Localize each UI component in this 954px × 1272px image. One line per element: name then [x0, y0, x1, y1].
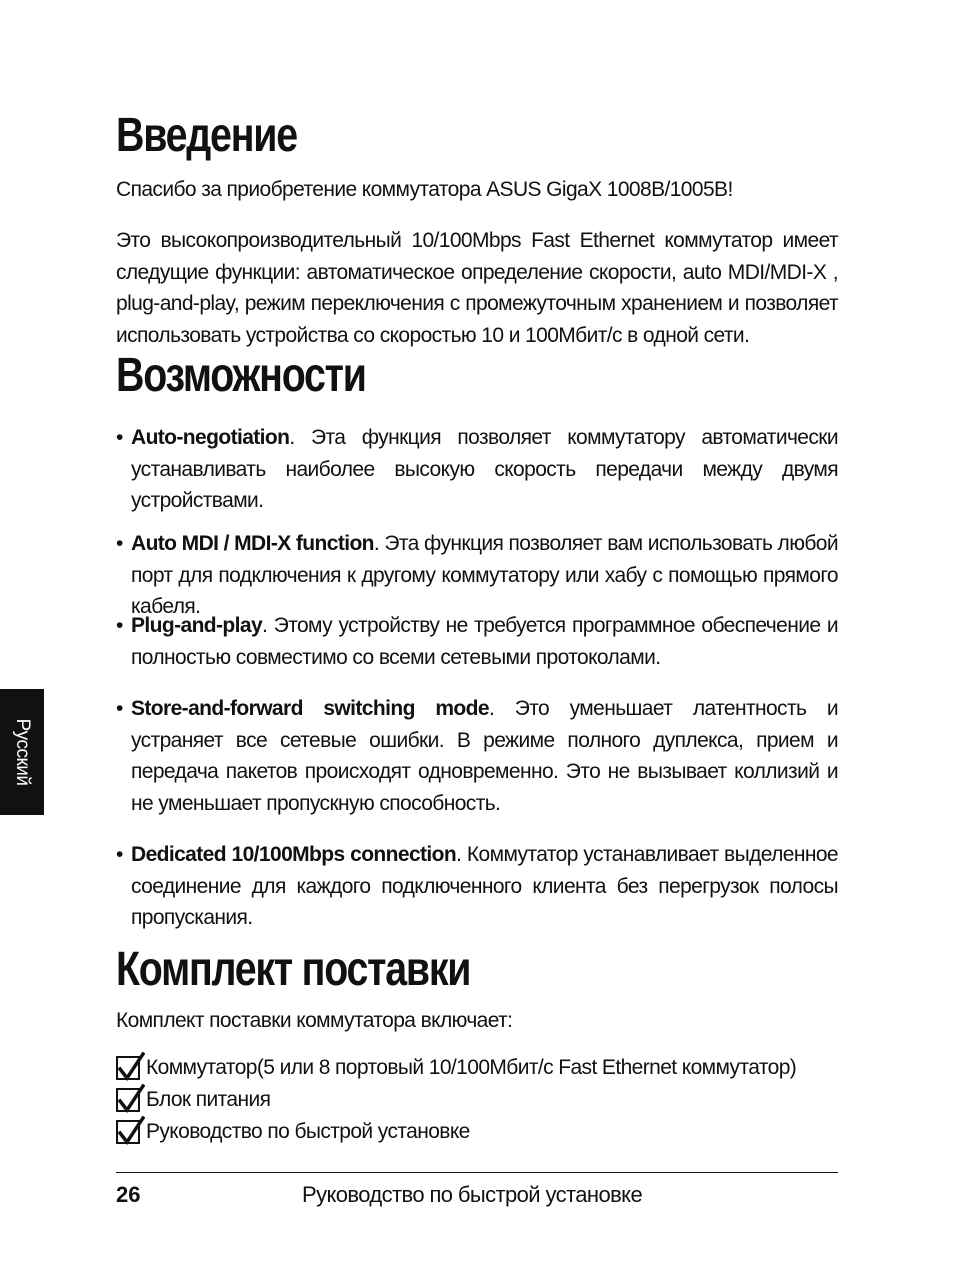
package-intro: Комплект поставки коммутатора включает:: [116, 1009, 513, 1032]
checkmark-icon: [116, 1056, 140, 1080]
package-item: [116, 1116, 796, 1148]
feature-item-auto-negotiation: [116, 422, 838, 517]
feature-text: . Эта функция позволяет коммутатору автоматически устанавливать наиболее высокую скорость передачи между двумя устройствами.: [131, 426, 838, 512]
bullet-dot: •: [116, 532, 123, 555]
language-tab-label: Русский: [12, 718, 33, 786]
feature-item-dedicated-connection: [116, 839, 838, 934]
package-item-label: Блок питания: [146, 1088, 271, 1111]
intro-heading: Введение: [116, 109, 297, 162]
footer-divider: [116, 1172, 838, 1173]
bullet-dot: •: [116, 843, 123, 866]
feature-item-store-and-forward: [116, 693, 838, 819]
feature-item-auto-mdi: [116, 528, 838, 623]
package-heading: Комплект поставки: [116, 943, 471, 996]
feature-text: . Этому устройству не требуется программное обеспечение и полностью совместимо со всеми сетевыми протоколами.: [131, 614, 838, 669]
feature-term: Auto MDI / MDI-X function: [131, 532, 374, 555]
feature-term: Dedicated 10/100Mbps connection: [131, 843, 457, 866]
intro-thanks: Спасибо за приобретение коммутатора ASUS GigaX 1008B/1005B!: [116, 178, 733, 201]
bullet-dot: •: [116, 697, 123, 720]
feature-item-plug-and-play: [116, 610, 838, 673]
page-number: 26: [116, 1182, 141, 1207]
bullet-dot: •: [116, 426, 123, 449]
package-item-label: Коммутатор(5 или 8 портовый 10/100Мбит/с Fast Ethernet коммутатор): [146, 1056, 797, 1079]
bullet-dot: •: [116, 614, 123, 637]
feature-term: Store-and-forward switching mode: [131, 697, 489, 720]
package-item: [116, 1052, 796, 1084]
intro-description: Это высокопроизводительный 10/100Mbps Fast Ethernet коммутатор имеет следущие функции: автоматическое определение скорости, auto MDI/MDI-X , plug-and-play, режим переключения с промежуточным хранением и позволяет использовать устройства со скоростью 10 и 100Мбит/с в одной сети.: [116, 229, 838, 347]
package-item: [116, 1084, 796, 1116]
language-tab: [0, 689, 44, 815]
feature-term: Auto-negotiation: [131, 426, 290, 449]
feature-term: Plug-and-play: [131, 614, 263, 637]
package-checklist: [116, 1052, 796, 1148]
feature-text: . Это уменьшает латентность и устраняет все сетевые ошибки. В режиме полного дуплекса, прием и передача пакетов происходят одновременно. Это не вызывает коллизий и не уменьшает пропускную способность.: [131, 697, 838, 815]
checkmark-icon: [116, 1120, 140, 1144]
footer-title: Руководство по быстрой установке: [302, 1182, 643, 1207]
package-item-label: Руководство по быстрой установке: [146, 1120, 470, 1143]
features-heading: Возможности: [116, 349, 366, 402]
checkmark-icon: [116, 1088, 140, 1112]
feature-text: . Эта функция позволяет вам использовать любой порт для подключения к другому коммутатору или хабу с помощью прямого кабеля.: [131, 532, 838, 618]
feature-text: . Коммутатор устанавливает выделенное соединение для каждого подключенного клиента без перегрузок полосы пропускания.: [131, 843, 838, 929]
